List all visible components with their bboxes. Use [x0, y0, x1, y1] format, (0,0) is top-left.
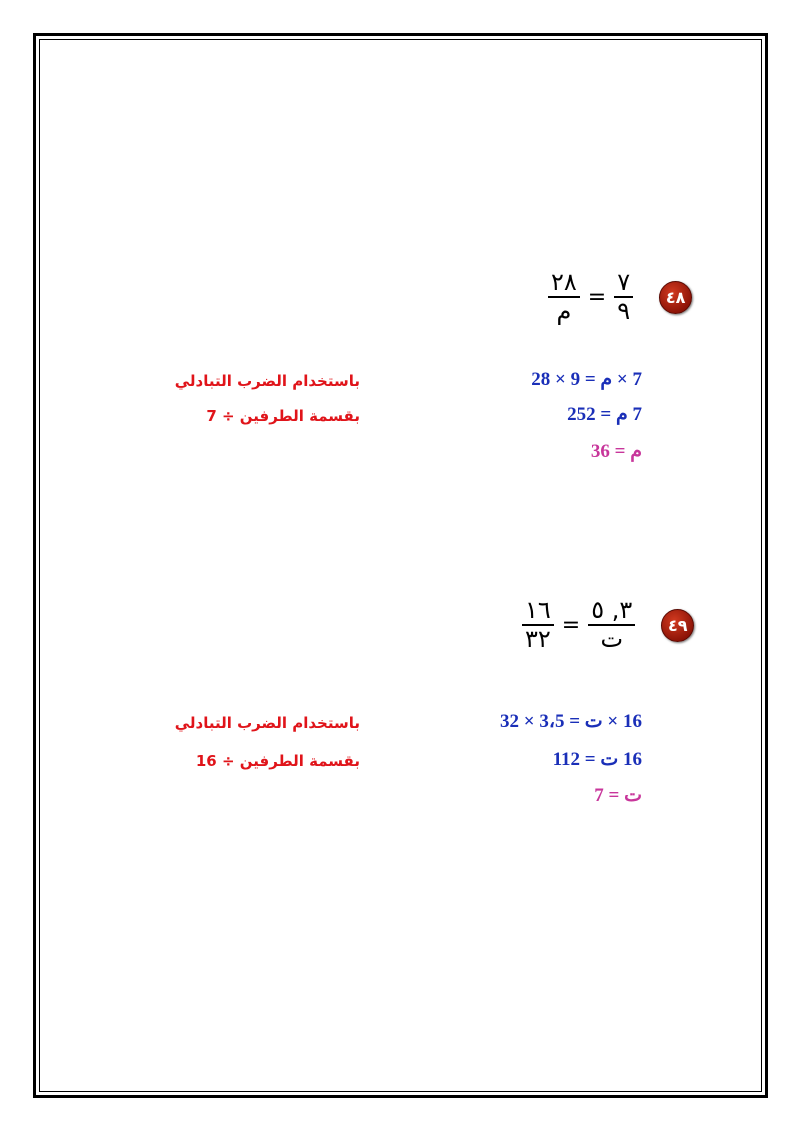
problem-number-badge: ٤٨: [659, 281, 692, 314]
fraction-left: [522, 598, 554, 652]
page-border-inner: [39, 39, 762, 1092]
solution-step: 7 × م = 9 × 28: [531, 369, 642, 390]
problem-number-badge: ٤٩: [661, 609, 694, 642]
step-note: بقسمة الطرفين ÷ 7: [206, 407, 360, 425]
step-note: باستخدام الضرب التبادلي: [174, 372, 360, 390]
solution-step: 16 ت = 112: [552, 749, 642, 770]
step-note: باستخدام الضرب التبادلي: [174, 714, 360, 732]
fraction-numerator: ١٦: [522, 598, 554, 626]
fraction-denominator: ت: [600, 625, 624, 654]
fraction-left: [548, 270, 580, 324]
fraction-denominator: ٩: [617, 297, 631, 326]
problem-49-header: [522, 598, 694, 652]
fraction-denominator: ٣٢: [525, 625, 551, 654]
equals-sign: =: [561, 612, 581, 638]
fraction-right: [588, 598, 635, 652]
fraction-right: [614, 270, 633, 324]
fraction-numerator: ٢٨: [548, 270, 580, 298]
solution-answer: ت = 7: [594, 785, 642, 806]
fraction-denominator: م: [556, 297, 572, 326]
problem-48-header: [548, 270, 692, 324]
equals-sign: =: [587, 284, 607, 310]
solution-step: 7 م = 252: [567, 404, 642, 425]
step-note: بقسمة الطرفين ÷ 16: [195, 752, 360, 770]
fraction-numerator: ٧: [614, 270, 633, 298]
solution-answer: م = 36: [590, 441, 642, 462]
solution-step: 16 × ت = 3،5 × 32: [499, 711, 642, 732]
fraction-numerator: ٣, ٥: [588, 598, 635, 626]
